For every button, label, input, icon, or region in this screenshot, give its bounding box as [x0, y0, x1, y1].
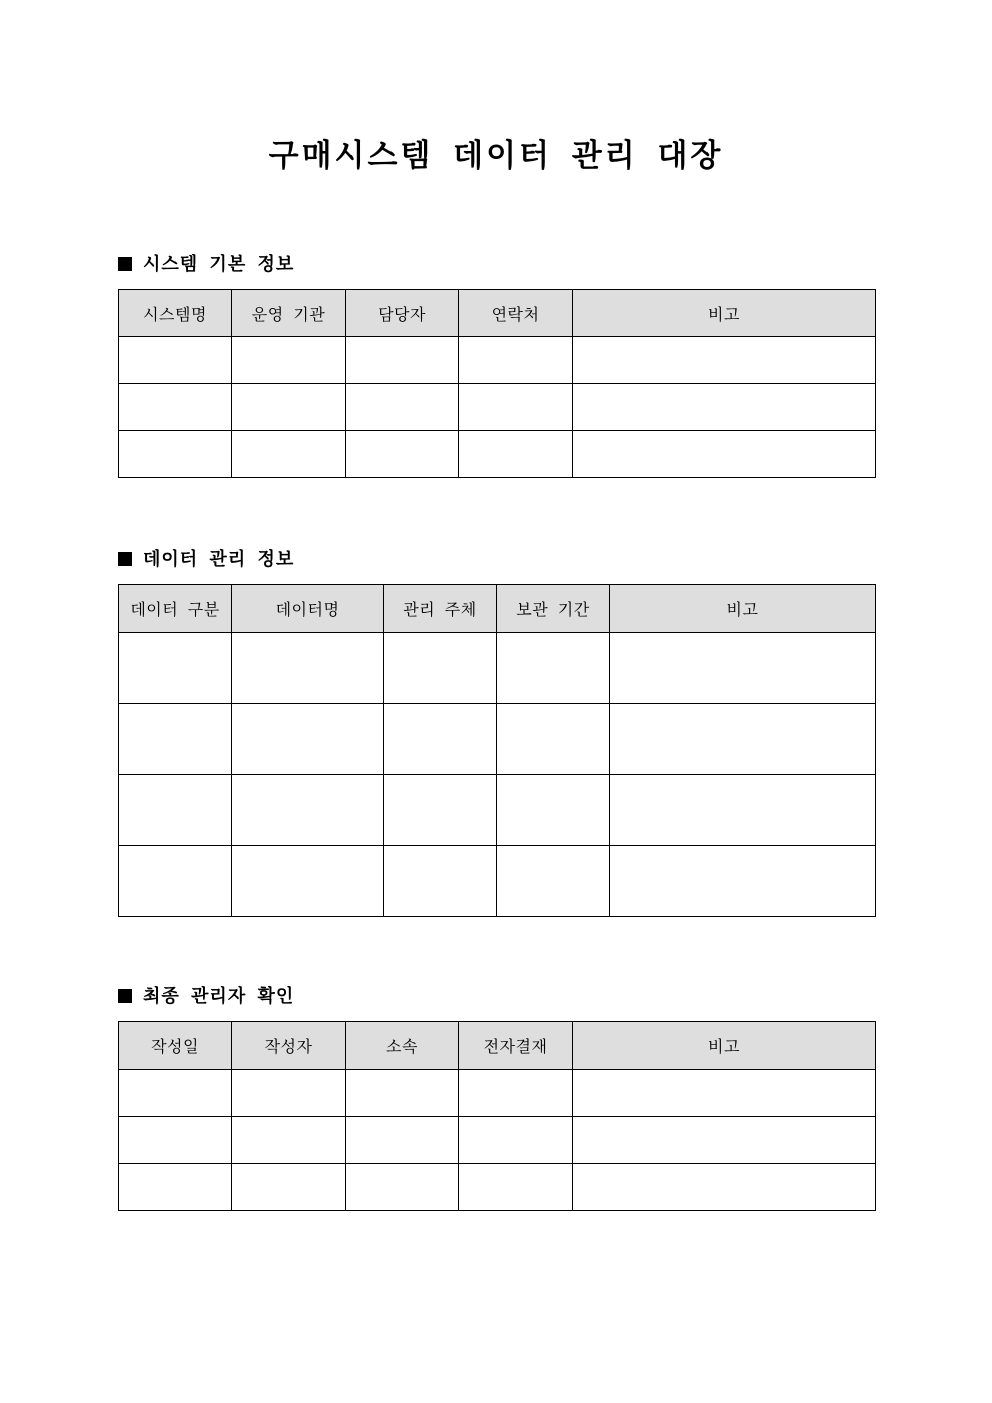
table-cell[interactable]: [119, 1164, 232, 1211]
table-cell[interactable]: [346, 1070, 459, 1117]
square-bullet-icon: [118, 989, 132, 1003]
system-info-table: [118, 289, 876, 478]
table-row: [119, 704, 876, 775]
table-row: [119, 633, 876, 704]
table-cell[interactable]: [384, 775, 497, 846]
table-cell[interactable]: [573, 431, 876, 478]
section-heading-final-confirmation: [118, 985, 294, 1009]
table-cell[interactable]: [119, 337, 232, 384]
table-cell[interactable]: [346, 1164, 459, 1211]
table-cell[interactable]: [232, 337, 346, 384]
column-header: 시스템명: [119, 290, 232, 337]
table-cell[interactable]: [573, 1070, 876, 1117]
table-header-row: [119, 290, 876, 337]
table-cell[interactable]: [232, 384, 346, 431]
table-cell[interactable]: [119, 384, 232, 431]
section-heading-data-management: [118, 548, 294, 572]
table-cell[interactable]: [119, 633, 232, 704]
table-cell[interactable]: [573, 1117, 876, 1164]
table-cell[interactable]: [573, 384, 876, 431]
table-cell[interactable]: [459, 1070, 573, 1117]
column-header: 작성일: [119, 1022, 232, 1070]
column-header: 소속: [346, 1022, 459, 1070]
table-cell[interactable]: [384, 633, 497, 704]
column-header: 관리 주체: [384, 585, 497, 633]
table-cell[interactable]: [610, 633, 876, 704]
section-heading-label: 시스템 기본 정보: [143, 254, 295, 275]
section-heading-label: 데이터 관리 정보: [143, 549, 295, 570]
table-row: [119, 846, 876, 917]
final-confirmation-table: [118, 1021, 876, 1211]
table-cell[interactable]: [346, 384, 459, 431]
table-cell[interactable]: [384, 846, 497, 917]
table-cell[interactable]: [119, 704, 232, 775]
table-cell[interactable]: [119, 775, 232, 846]
column-header: 담당자: [346, 290, 459, 337]
table-cell[interactable]: [610, 846, 876, 917]
table-cell[interactable]: [346, 1117, 459, 1164]
column-header: 데이터 구분: [119, 585, 232, 633]
table-cell[interactable]: [459, 384, 573, 431]
table-cell[interactable]: [232, 1117, 346, 1164]
table-cell[interactable]: [119, 1070, 232, 1117]
data-management-table: [118, 584, 876, 917]
table-row: [119, 431, 876, 478]
table-cell[interactable]: [573, 337, 876, 384]
table-cell[interactable]: [573, 1164, 876, 1211]
table-cell[interactable]: [497, 704, 610, 775]
table-cell[interactable]: [119, 846, 232, 917]
square-bullet-icon: [118, 257, 132, 271]
table-header-row: [119, 585, 876, 633]
table-row: [119, 1164, 876, 1211]
table-cell[interactable]: [459, 431, 573, 478]
table-cell[interactable]: [232, 1070, 346, 1117]
table-cell[interactable]: [232, 1164, 346, 1211]
column-header: 작성자: [232, 1022, 346, 1070]
table-header-row: [119, 1022, 876, 1070]
table-cell[interactable]: [232, 846, 384, 917]
table-row: [119, 1117, 876, 1164]
table-row: [119, 384, 876, 431]
section-heading-system-info: [118, 253, 294, 277]
table-cell[interactable]: [610, 775, 876, 846]
table-cell[interactable]: [497, 775, 610, 846]
table-cell[interactable]: [119, 1117, 232, 1164]
table-cell[interactable]: [497, 633, 610, 704]
table-cell[interactable]: [232, 431, 346, 478]
document-title: 구매시스템 데이터 관리 대장: [268, 138, 724, 174]
column-header: 운영 기관: [232, 290, 346, 337]
table-cell[interactable]: [232, 775, 384, 846]
table-cell[interactable]: [384, 704, 497, 775]
table-cell[interactable]: [459, 1164, 573, 1211]
column-header: 데이터명: [232, 585, 384, 633]
column-header: 비고: [573, 1022, 876, 1070]
table-cell[interactable]: [459, 337, 573, 384]
square-bullet-icon: [118, 552, 132, 566]
table-cell[interactable]: [497, 846, 610, 917]
table-row: [119, 337, 876, 384]
column-header: 비고: [573, 290, 876, 337]
section-heading-label: 최종 관리자 확인: [143, 986, 295, 1007]
column-header: 비고: [610, 585, 876, 633]
table-cell[interactable]: [610, 704, 876, 775]
table-cell[interactable]: [119, 431, 232, 478]
table-row: [119, 775, 876, 846]
table-row: [119, 1070, 876, 1117]
column-header: 연락처: [459, 290, 573, 337]
column-header: 전자결재: [459, 1022, 573, 1070]
table-cell[interactable]: [459, 1117, 573, 1164]
table-cell[interactable]: [346, 337, 459, 384]
column-header: 보관 기간: [497, 585, 610, 633]
table-cell[interactable]: [346, 431, 459, 478]
table-cell[interactable]: [232, 633, 384, 704]
table-cell[interactable]: [232, 704, 384, 775]
